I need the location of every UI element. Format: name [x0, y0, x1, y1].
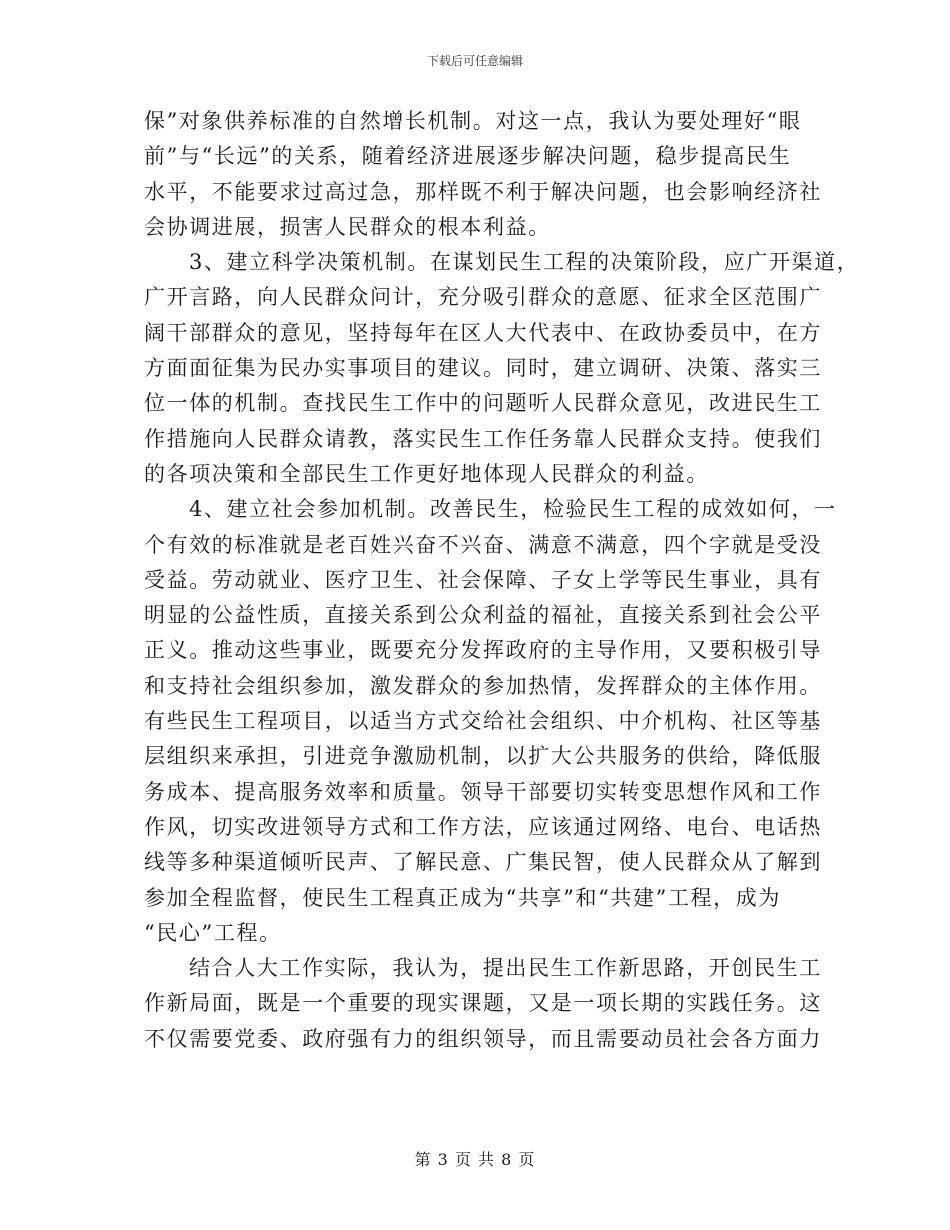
text-line: 会协调进展，损害人民群众的根本利益。 [144, 214, 551, 239]
text-line: 参加全程监督，使民生工程真正成为“共享”和“共建”工程，成为 [144, 885, 781, 910]
page-header: 下载后可任意编辑 [426, 54, 523, 68]
text-line: 3、建立科学决策机制。在谋划民生工程的决策阶段，应广开渠道， [189, 250, 860, 275]
text-line: 前”与“长远”的关系，随着经济进展逐步解决问题，稳步提高民生 [144, 144, 792, 169]
text-line: 的各项决策和全部民生工作更好地体现人民群众的利益。 [144, 461, 709, 486]
text-line: 方面面征集为民办实事项目的建议。同时，建立调研、决策、落实三 [144, 356, 822, 381]
text-line: 作风，切实改进领导方式和工作方法，应该通过网络、电台、电话热 [144, 814, 822, 839]
text-line: 阔干部群众的意见，坚持每年在区人大代表中、在政协委员中，在方 [144, 320, 822, 345]
text-line: 明显的公益性质，直接关系到公众利益的福祉，直接关系到社会公平 [144, 603, 822, 628]
text-line: “民心”工程。 [144, 920, 282, 945]
page-footer: 第 3 页 共 8 页 [414, 1150, 536, 1169]
text-line: 务成本、提高服务效率和质量。领导干部要切实转变思想作风和工作 [144, 779, 822, 804]
text-line: 4、建立社会参加机制。改善民生，检验民生工程的成效如何，一 [189, 497, 837, 522]
text-line: 层组织来承担，引进竞争激励机制，以扩大公共服务的供给，降低服 [144, 744, 822, 769]
text-line: 有些民生工程项目，以适当方式交给社会组织、中介机构、社区等基 [144, 709, 822, 734]
text-line: 位一体的机制。查找民生工作中的问题听人民群众意见，改进民生工 [144, 391, 822, 416]
text-line: 正义。推动这些事业，既要充分发挥政府的主导作用，又要积极引导 [144, 638, 822, 663]
text-line: 保”对象供养标准的自然增长机制。对这一点，我认为要处理好“眼 [144, 109, 802, 133]
text-line: 不仅需要党委、政府强有力的组织领导，而且需要动员社会各方面力 [144, 1026, 822, 1051]
text-line: 作措施向人民群众请教，落实民生工作任务靠人民群众支持。使我们 [144, 426, 822, 451]
text-line: 水平，不能要求过高过急，那样既不利于解决问题，也会影响经济社 [144, 179, 822, 204]
body-text [144, 104, 860, 1057]
text-line: 作新局面，既是一个重要的现实课题，又是一项长期的实践任务。这 [144, 991, 822, 1016]
text-line: 受益。劳动就业、医疗卫生、社会保障、子女上学等民生事业，具有 [144, 567, 822, 592]
text-line: 结合人大工作实际，我认为，提出民生工作新思路，开创民生工 [189, 956, 822, 981]
text-line: 线等多种渠道倾听民声、了解民意、广集民智，使人民群众从了解到 [144, 850, 822, 875]
text-line: 广开言路，向人民群众问计，充分吸引群众的意愿、征求全区范围广 [144, 285, 822, 310]
text-line: 和支持社会组织参加，激发群众的参加热情，发挥群众的主体作用。 [144, 673, 822, 698]
text-line: 个有效的标准就是老百姓兴奋不兴奋、满意不满意，四个字就是受没 [144, 532, 822, 557]
